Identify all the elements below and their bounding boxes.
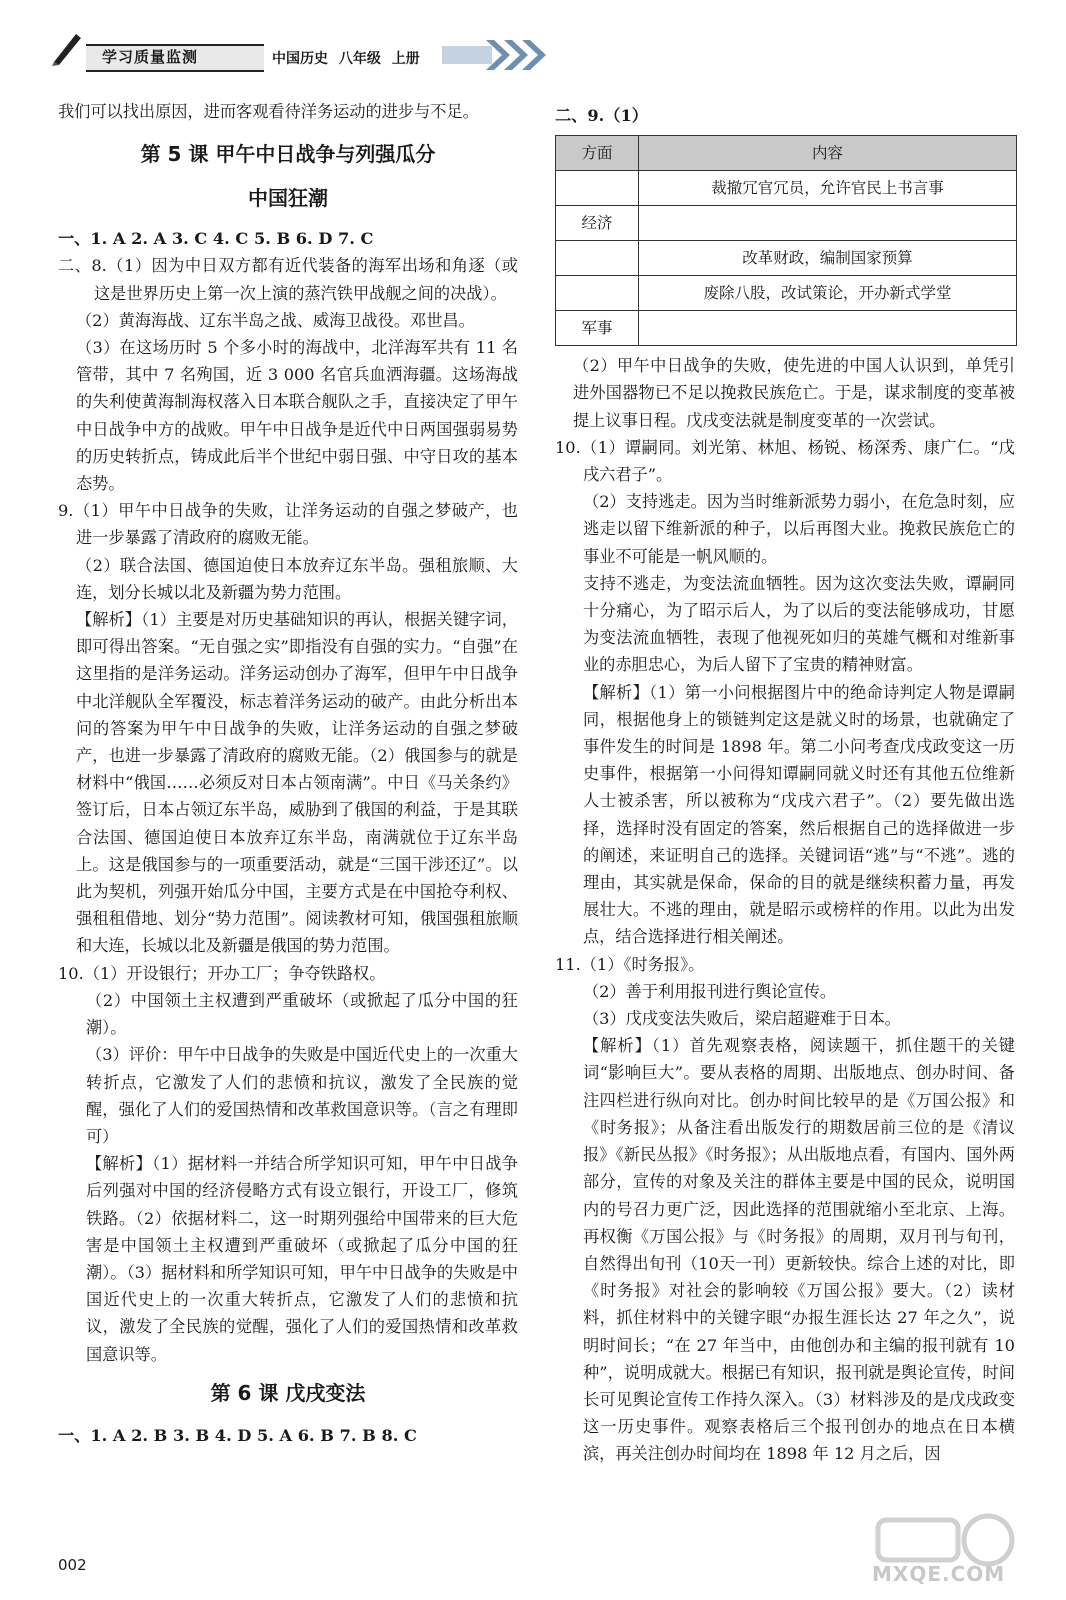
l6-q11-analysis: 【解析】（1）首先观察表格，阅读题干，抓住题干的关键词“影响巨大”。要从表格的周期、出版地点、创办时间、备注四栏进行纵向对比。创办时间比较早的是《万国公报》和《时务报》；从备注看出版发行的期数居前三位的是《清议报》《新民丛报》《时务报》；从出版地点看，有国内、国外两部分，宣传的对象及关注的群体主要是中国的民众，说明国内的号召力更广泛，因此选择的范围就缩小至北京、上海。再权衡《万国公报》与《时务报》的周期，双月刊与旬刊，自然得出旬刊（10天一刊）更新较快。综合上述的对比，即《时务报》对社会的影响较《万国公报》要大。（2）读材料，抓住材料中的关键字眼“办报生涯长达 27 年之久”，说明时间长；“在 27 年当中，由他创办和主编的报刊就有 10 种”，说明成就大。根据已有知识，报刊就是舆论宣传，时间长可见舆论宣传工作持久深入。（3）材料涉及的是戊戌政变这一历史事件。观察表格后三个报刊创办的地点在日本横滨，再关注创办时间均在 1898 年 12 月之后，因 [583,1036,1015,1464]
l5-q9-analysis: 【解析】（1）主要是对历史基础知识的再认，根据关键字词，即可得出答案。“无自强之实”即指没有自强的实力。“自强”在这里指的是洋务运动。洋务运动创办了海军，但甲午中日战争中北洋舰队全军覆没，标志着洋务运动的破产。由此分析出本问的答案为甲午中日战争的失败，让洋务运动的自强之梦破产，也进一步暴露了清政府的腐败无能。（2）俄国参与的就是材料中“俄国……必须反对日本占领南满”。中日《马关条约》签订后，日本占领辽东半岛，威胁到了俄国的利益，于是其联合法国、德国迫使日本放弃辽东半岛，南满就位于辽东半岛上。这是俄国参与的一项重要活动，就是“三国干涉还辽”。以此为契机，列强开始瓜分中国，主要方式是在中国抢夺利权、强租租借地、划分“势力范围”。阅读教材可知，俄国强租旅顺和大连，长城以北及新疆是俄国的势力范围。 [76,610,518,956]
lesson5-subtitle: 中国狂潮 [248,186,328,211]
l6-q11-3: （3）戊戌变法失败后，梁启超避难于日本。 [583,1009,901,1029]
table-header-aspect: 方面 [556,136,639,171]
table-cell: 军事 [556,311,639,346]
reform-table [555,135,1017,346]
l5-q9-1: 9.（1）甲午中日战争的失败，让洋务运动的自强之梦破产，也进一步暴露了清政府的腐败无能。 [58,501,518,548]
page-number: 002 [58,1556,87,1574]
table-cell [639,206,1017,241]
lesson6-title: 第 6 课 戊戌变法 [210,1380,366,1405]
table-cell: 废除八股，改试策论，开办新式学堂 [639,276,1017,311]
intro-text: 我们可以找出原因，进而客观看待洋务运动的进步与不足。 [58,102,479,121]
l5-q8-3: （3）在这场历时 5 个多小时的海战中，北洋海军共有 11 名管带，其中 7 名殉国，近 3 000 名官兵血洒海疆。这场海战的失利使黄海制海权落入日本联合舰队之手，直接决定了甲午中日战争中方的战败。甲午中日战争是近代中日两国强弱易势的历史转折点，铸成此后半个世纪中弱日强、中守日攻的基本态势。 [76,338,518,494]
l5-choice-answers: 一、1. A 2. A 3. C 4. C 5. B 6. D 7. C [58,229,374,249]
l6-q9-head: 二、9.（1） [555,106,648,125]
watermark-text: MXQE.COM [872,1562,1006,1586]
table-cell: 经济 [556,206,639,241]
table-row [556,171,1017,206]
l6-q10-2: （2）支持逃走。因为当时维新派势力弱小，在危急时刻，应逃走以留下维新派的种子，以后再图大业。挽救民族危亡的事业不可能是一帆风顺的。 [583,492,1015,566]
arrows-icon [442,38,552,72]
pen-icon [50,30,84,66]
table-cell: 改革财政，编制国家预算 [639,241,1017,276]
left-column [58,98,518,1449]
table-header-content: 内容 [639,136,1017,171]
l6-q10-1: 10.（1）谭嗣同。刘光第、林旭、杨锐、杨深秀、康广仁。“戊戌六君子”。 [555,437,1015,485]
header-brand: 学习质量监测 [102,48,199,66]
table-cell [556,171,639,206]
right-column [555,102,1015,1468]
table-row [556,206,1017,241]
l6-q10-2b: 支持不逃走，为变法流血牺牲。因为这次变法失败，谭嗣同十分痛心，为了昭示后人，为了以后的变法能够成功，甘愿为变法流血牺牲，表现了他视死如归的英雄气概和对维新事业的赤胆忠心，为后人留下了宝贵的精神财富。 [583,573,1015,675]
table-row [556,311,1017,346]
l6-q11-1: 11.（1）《时务报》。 [555,954,705,974]
l5-q10-analysis: 【解析】（1）据材料一并结合所学知识可知，甲午中日战争后列强对中国的经济侵略方式有设立银行，开设工厂，修筑铁路。（2）依据材料二，这一时期列强给中国带来的巨大危害是中国领土主权遭到严重破坏（或掀起了瓜分中国的狂潮）。（3）据材料和所学知识可知，甲午中日战争的失败是中国近代史上的一次重大转折点，它激发了人们的悲愤和抗议，激发了全民族的觉醒，强化了人们的爱国热情和改革救国意识等。 [86,1154,518,1364]
l5-q8-2: （2）黄海海战、辽东半岛之战、威海卫战役。邓世昌。 [76,310,475,330]
l6-q9-2: （2）甲午中日战争的失败，使先进的中国人认识到，单凭引进外国器物已不足以挽救民族危亡。于是，谋求制度的变革被提上议事日程。戊戌变法就是制度变革的一次尝试。 [573,356,1015,430]
page-header [50,28,570,74]
table-cell: 裁撤冗官冗员，允许官民上书言事 [639,171,1017,206]
l6-choice-answers: 一、1. A 2. B 3. B 4. D 5. A 6. B 7. B 8. C [58,1425,417,1445]
table-cell [556,276,639,311]
table-row [556,276,1017,311]
l5-q10-1: 10.（1）开设银行；开办工厂；争夺铁路权。 [58,963,386,983]
l6-q11-2: （2）善于利用报刊进行舆论宣传。 [583,981,837,1001]
l5-q8-1: 二、8.（1）因为中日双方都有近代装备的海军出场和角逐（或这是世界历史上第一次上演的蒸汽铁甲战舰之间的决战）。 [58,256,518,303]
lesson5-title: 第 5 课 甲午中日战争与列强瓜分 [140,142,436,167]
table-cell [639,311,1017,346]
table-cell [556,241,639,276]
table-header-row [556,136,1017,171]
l5-q9-2: （2）联合法国、德国迫使日本放弃辽东半岛。强租旅顺、大连，划分长城以北及新疆为势力范围。 [76,555,518,602]
header-subject: 中国历史 八年级 上册 [272,51,420,67]
l6-q10-analysis: 【解析】（1）第一小问根据图片中的绝命诗判定人物是谭嗣同，根据他身上的锁链判定这是就义时的场景，也就确定了事件发生的时间是 1898 年。第二小问考查戊戌政变这一历史事件，根据第一小问得知谭嗣同就义时还有其他五位维新人士被杀害，所以被称为“戊戌六君子”。（2）要先做出选择，选择时没有固定的答案，然后根据自己的选择做进一步的阐述，来证明自己的选择。关键词语“逃”与“不逃”。逃的理由，其实就是保命，保命的目的就是继续积蓄力量，再发展壮大。不逃的理由，就是昭示或榜样的作用。以此为出发点，结合选择进行相关阐述。 [583,682,1015,947]
l5-q10-3: （3）评价：甲午中日战争的失败是中国近代史上的一次重大转折点，它激发了人们的悲愤和抗议，激发了全民族的觉醒，强化了人们的爱国热情和改革救国意识等。（言之有理即可） [86,1045,518,1146]
l5-q10-2: （2）中国领土主权遭到严重破坏（或掀起了瓜分中国的狂潮）。 [86,990,518,1038]
table-row [556,241,1017,276]
